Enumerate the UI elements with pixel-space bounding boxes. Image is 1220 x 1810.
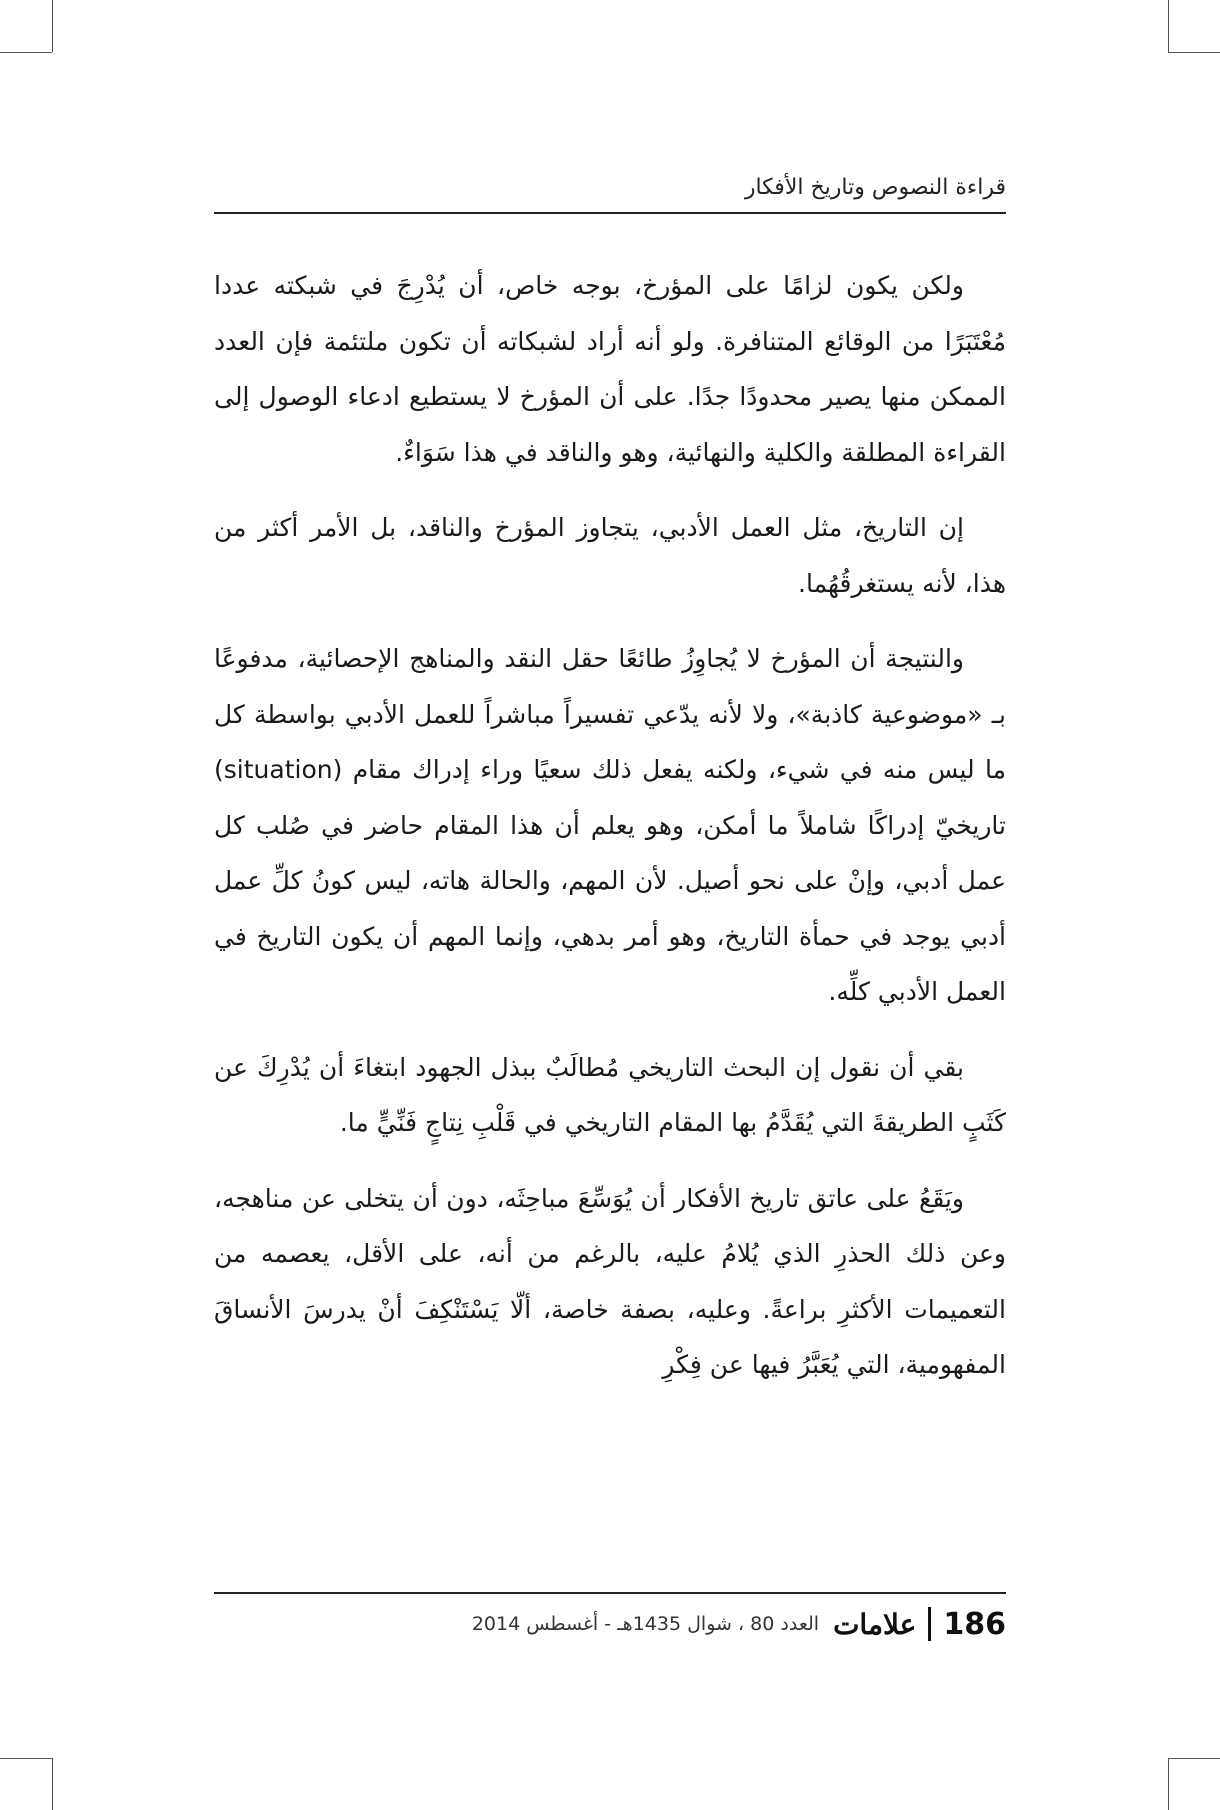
paragraph-4: بقي أن نقول إن البحث التاريخي مُطالَبٌ ببذل الجهود ابتغاءَ أن يُدْرِكَ عن كَثَبٍ الطريقةَ التي يُقَدَّمُ بها المقام التاريخي في قَلْبِ نِتاجٍ فَنِّيٍّ ما. — [214, 1052, 1006, 1137]
article-body — [214, 258, 1006, 1413]
page-footer — [214, 1600, 1006, 1648]
crop-mark-bottom-right-h — [1168, 1758, 1220, 1759]
crop-mark-top-right-v — [1168, 0, 1169, 52]
crop-mark-top-left-v — [52, 0, 53, 52]
crop-mark-bottom-left-v — [52, 1758, 53, 1810]
paragraph-2: إن التاريخ، مثل العمل الأدبي، يتجاوز المؤرخ والناقد، بل الأمر أكثر من هذا، لأنه يستغرقُهُما. — [214, 513, 1006, 598]
paragraph-3: والنتيجة أن المؤرخ لا يُجاوِزُ طائعًا حقل النقد والمناهج الإحصائية، مدفوعًا بـ «موضوعية كاذبة»، ولا لأنه يدّعي تفسيراً مباشراً للعمل الأدبي بواسطة كل ما ليس منه في شيء، ولكنه يفعل ذلك سعيًا وراء إدراك مقام (situation) تاريخيّ إدراكًا شاملاً ما أمكن، وهو يعلم أن هذا المقام حاضر في صُلب كل عمل أدبي، وإنْ على نحو أصيل. لأن المهم، والحالة هاته، ليس كونُ كلِّ عمل أدبي يوجد في حمأة التاريخ، وهو أمر بدهي، وإنما المهم أن يكون التاريخ في العمل الأدبي كلِّه. — [214, 644, 1006, 1006]
footer-separator — [928, 1607, 931, 1641]
crop-mark-top-right-h — [1168, 52, 1220, 53]
footer-rule — [214, 1592, 1006, 1594]
issue-info: العدد 80 ، شوال 1435هـ - أغسطس 2014 — [471, 1613, 820, 1635]
running-header-title: قراءة النصوص وتاريخ الأفكار — [744, 175, 1006, 200]
page-number: 186 — [943, 1606, 1006, 1642]
paragraph-5: ويَقَعُ على عاتق تاريخ الأفكار أن يُوَسِّعَ مباحِثَه، دون أن يتخلى عن مناهجه، وعن ذلك الحذرِ الذي يُلامُ عليه، بالرغم من أنه، على الأقل، يعصمه من التعميمات الأكثرِ براعةً. وعليه، بصفة خاصة، ألّا يَسْتَنْكِفَ أنْ يدرسَ الأنساقَ المفهومية، التي يُعَبَّرُ فيها عن فِكْرِ — [214, 1183, 1006, 1379]
crop-mark-bottom-left-h — [0, 1758, 52, 1759]
crop-mark-bottom-right-v — [1168, 1758, 1169, 1810]
crop-mark-top-left-h — [0, 52, 52, 53]
header-rule — [214, 212, 1006, 214]
paragraph-1: ولكن يكون لزامًا على المؤرخ، بوجه خاص، أن يُدْرِجَ في شبكته عددا مُعْتَبَرًا من الوقائع المتنافرة. ولو أنه أراد لشبكاته أن تكون ملتئمة فإن العدد الممكن منها يصير محدودًا جدًا. على أن المؤرخ لا يستطيع ادعاء الوصول إلى القراءة المطلقة والكلية والنهائية، وهو والناقد في هذا سَوَاءٌ. — [214, 271, 1006, 467]
journal-logo: علامات — [833, 1607, 917, 1641]
